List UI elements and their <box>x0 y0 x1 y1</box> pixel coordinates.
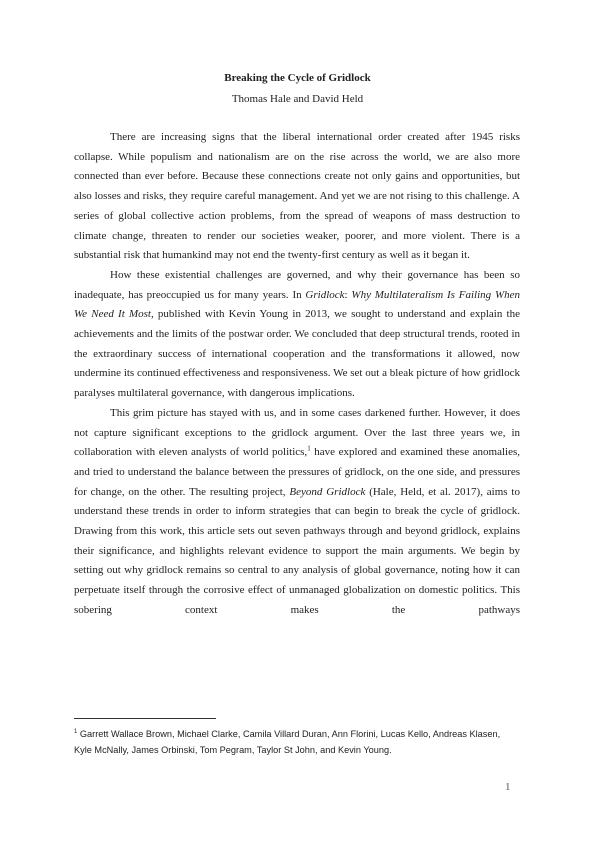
paper-title: Breaking the Cycle of Gridlock <box>224 72 371 84</box>
footnote-reference[interactable]: 1 <box>307 444 311 453</box>
paragraph-3-text-a: This grim picture has stayed with us, and in some cases darkened further. However, it does not capture significant exceptions to the gridlock argument. Over the last three years we, in collaboration with eleven analysts of world politics, <box>74 406 520 459</box>
book-title-gridlock: Gridlock <box>305 288 345 301</box>
book-subtitle: Why Multilateralism Is Failing When We Need It Most <box>74 288 520 321</box>
footnote-separator <box>74 718 216 719</box>
footnote-text: Garrett Wallace Brown, Michael Clarke, Camila Villard Duran, Ann Florini, Lucas Kello, Andreas Klasen, Kyle McNally, James Orbinski, Tom Pegram, Taylor St John, and Kevin Young. <box>74 729 501 755</box>
paragraph-2 <box>74 266 520 404</box>
footnote <box>74 726 514 758</box>
paragraph-2-text-c: , published with Kevin Young in 2013, we sought to understand and explain the achievements and the limits of the postwar order. We concluded that deep structural trends, rooted in the extraordinary success of international cooperation and the transformations it allowed, now undermine its continued effectiveness and responsiveness. We set out a bleak picture of how gridlock paralyses multilateral governance, with dangerous implications. <box>74 308 520 400</box>
paragraph-2-text-b: : <box>344 288 352 301</box>
paragraph-2-text-a: How these existential challenges are governed, and why their governance has been so inadequate, has preoccupied us for many years. In <box>74 268 520 301</box>
body-text <box>74 128 520 621</box>
paragraph-1-text: There are increasing signs that the liberal international order created after 1945 risks collapse. While populism and nationalism are on the rise across the world, we are also more connected than ever before. Because these connections create not only gains and opportunities, but also losses and risks, they require careful management. And yet we are not rising to this challenge. A series of global collective action problems, from the spread of weapons of mass destruction to climate change, threaten to render our societies weaker, poorer, and more violent. There is a substantial risk that humankind may not end the twenty-first century as well as it began it. <box>74 131 520 262</box>
book-title-beyond-gridlock: Beyond Gridlock <box>289 485 366 498</box>
paragraph-1 <box>74 128 520 266</box>
paragraph-3-text-b: have explored and examined these anomalies, and tried to understand the balance between the pressures of gridlock, on the one side, and pressures for change, on the other. The resulting project, <box>74 446 521 498</box>
paragraph-3-text-c: (Hale, Held, et al. 2017), aims to understand these trends in order to inform strategies that can begin to break the cycle of gridlock. Drawing from this work, this article sets out seven pathways through and beyond gridlock, explains their significance, and highlights relevant evidence to support the main arguments. We begin by setting out why gridlock remains so central to any analysis of global governance, noting how it can perpetuate itself through the corrosive effect of unmanaged globalization on domestic politics. This sobering context makes the pathways <box>74 485 520 616</box>
footnote-number: 1 <box>74 728 78 735</box>
page-number: 1 <box>505 781 511 793</box>
paper-authors: Thomas Hale and David Held <box>231 93 364 105</box>
paragraph-3 <box>74 404 520 621</box>
